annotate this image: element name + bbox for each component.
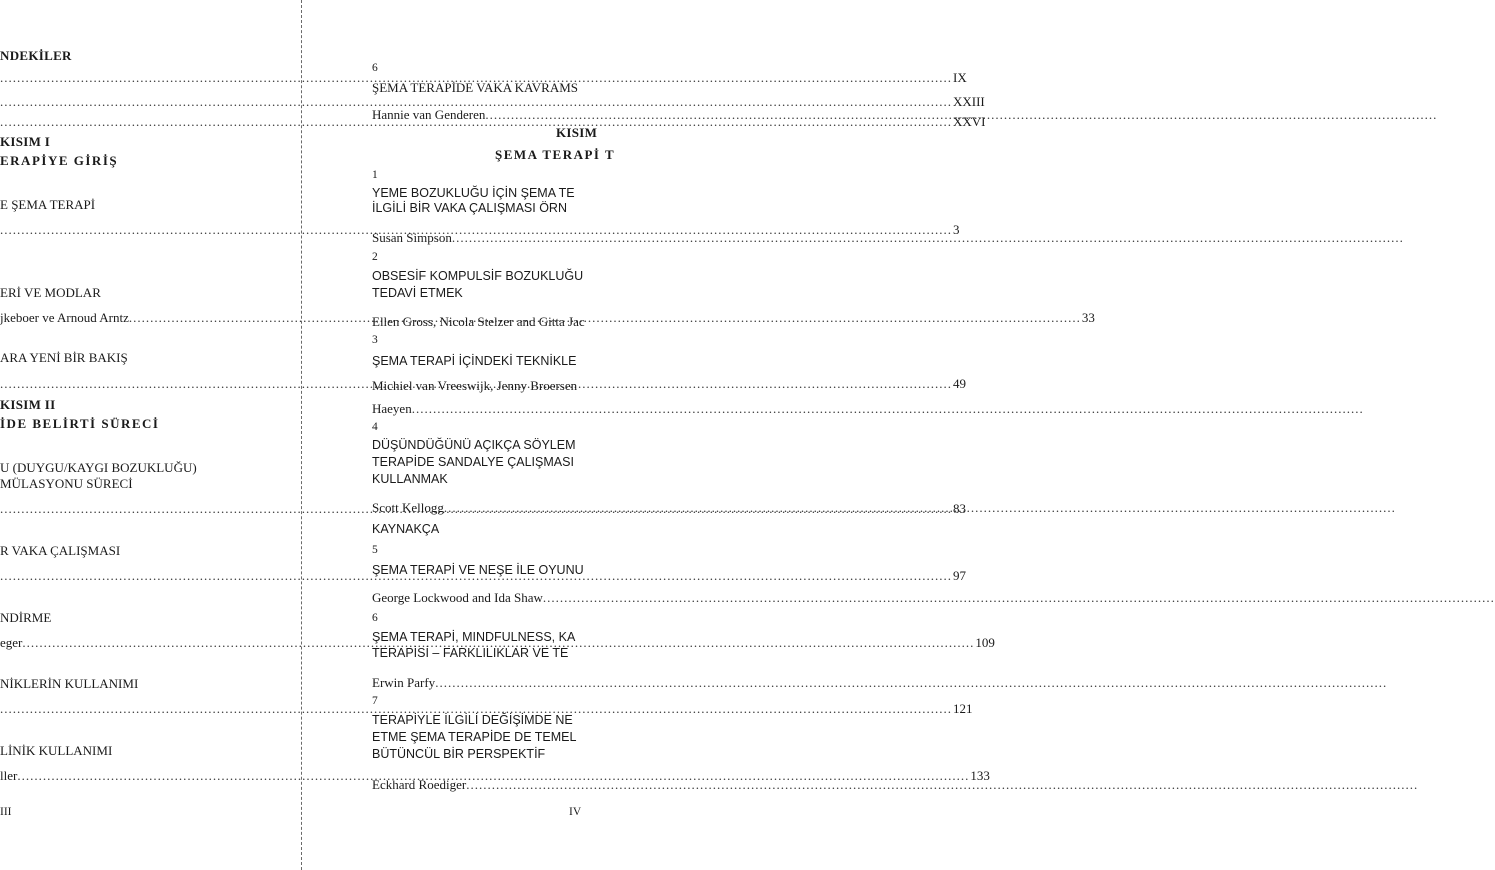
toc-entry <box>372 107 612 122</box>
toc-entry <box>372 777 612 792</box>
page-number: 109 <box>975 635 995 650</box>
chapter-author: George Lockwood and Ida Shaw <box>372 590 543 605</box>
chapter-title: U (DUYGU/KAYGI BOZUKLUĞU) <box>0 460 197 475</box>
page-divider <box>301 0 302 870</box>
page-number: 121 <box>953 701 973 716</box>
toc-entry <box>0 701 973 716</box>
page-number: 83 <box>953 501 966 516</box>
chapter-author: eger <box>0 635 23 650</box>
part-title: ŞEMA TERAPİ T <box>495 147 616 162</box>
toc-entry <box>372 500 612 515</box>
chapter-author: Eckhard Roediger <box>372 777 467 792</box>
chapter-number: 2 <box>372 251 378 263</box>
page-number: 133 <box>970 768 990 783</box>
chapter-title: İLGİLİ BİR VAKA ÇALIŞMASI ÖRN <box>372 201 567 215</box>
page-number: IX <box>953 70 967 85</box>
part-label: KISIM <box>556 125 598 140</box>
chapter-author: Scott Kellogg <box>372 500 444 515</box>
chapter-author: jkeboer ve Arnoud Arntz <box>0 310 129 325</box>
chapter-title: DÜŞÜNDÜĞÜNÜ AÇIKÇA SÖYLEM <box>372 438 576 452</box>
bibliography-title: KAYNAKÇA <box>372 522 440 536</box>
chapter-title: KULLANMAK <box>372 472 448 486</box>
right-page <box>304 0 616 870</box>
chapter-author: Susan Simpson <box>372 230 452 245</box>
chapter-title: E ŞEMA TERAPİ <box>0 197 96 212</box>
chapter-title: ERİ VE MODLAR <box>0 285 101 300</box>
chapter-title: OBSESİF KOMPULSİF BOZUKLUĞU <box>372 269 584 283</box>
part-label: KISIM I <box>0 134 51 149</box>
toc-entry <box>0 222 960 237</box>
chapter-title: R VAKA ÇALIŞMASI <box>0 543 121 558</box>
toc-entry <box>0 70 967 85</box>
chapter-author: Haeyen <box>372 401 412 416</box>
chapter-author: ller <box>0 768 18 783</box>
chapter-number: 4 <box>372 421 378 433</box>
chapter-title: MÜLASYONU SÜRECİ <box>0 476 133 491</box>
chapter-title: ARA YENİ BİR BAKIŞ <box>0 350 128 365</box>
chapter-number: 5 <box>372 544 378 556</box>
page-number: XXIII <box>953 94 985 109</box>
chapter-title: ŞEMA TERAPİDE VAKA KAVRAMS <box>372 80 579 95</box>
page-number: 97 <box>953 568 966 583</box>
page-folio: IV <box>569 806 582 818</box>
toc-entry <box>372 230 612 245</box>
toc-entry <box>0 94 985 109</box>
chapter-title: LİNİK KULLANIMI <box>0 743 113 758</box>
chapter-title: ŞEMA TERAPİ İÇİNDEKİ TEKNİKLE <box>372 354 577 368</box>
toc-entry <box>0 768 990 783</box>
chapter-title: ŞEMA TERAPİ VE NEŞE İLE OYUNU <box>372 563 584 577</box>
toc-entry <box>372 590 612 605</box>
part-title: ERAPİYE GİRİŞ <box>0 153 119 168</box>
chapter-title: TEDAVİ ETMEK <box>372 286 463 300</box>
chapter-title: BÜTÜNCÜL BİR PERSPEKTİF <box>372 747 546 761</box>
page-number: 33 <box>1081 310 1095 325</box>
toc-entry <box>372 401 612 416</box>
chapter-number: 3 <box>372 334 378 346</box>
chapter-author: Hannie van Genderen <box>372 107 486 122</box>
chapter-title: NDİRME <box>0 610 52 625</box>
chapter-author: Erwin Parfy <box>372 675 436 690</box>
part-label: KISIM II <box>0 397 56 412</box>
page-number: 49 <box>953 376 966 391</box>
page-folio: III <box>0 806 12 818</box>
chapter-number: 6 <box>372 612 378 624</box>
toc-heading: NDEKİLER <box>0 48 72 63</box>
page-number: 3 <box>953 222 960 237</box>
chapter-title: TERAPİYLE İLGİLİ DEĞİŞİMDE NE <box>372 713 573 727</box>
chapter-title: TERAPİSİ – FARKLILIKLAR VE TE <box>372 646 569 660</box>
toc-entry <box>372 675 612 690</box>
chapter-author: Michiel van Vreeswijk, Jenny Broersen <box>372 378 578 393</box>
chapter-title: ŞEMA TERAPİ, MINDFULNESS, KA <box>372 630 576 644</box>
part-title: İDE BELİRTİ SÜRECİ <box>0 416 160 431</box>
chapter-number: 6 <box>372 62 378 74</box>
chapter-number: 7 <box>372 695 378 707</box>
page-number: XXVI <box>953 114 986 129</box>
chapter-author: Ellen Gross, Nicola Stelzer and Gitta Jac <box>372 314 585 329</box>
chapter-title: ETME ŞEMA TERAPİDE DE TEMEL <box>372 730 577 744</box>
chapter-title: YEME BOZUKLUĞU İÇİN ŞEMA TE <box>372 186 575 200</box>
chapter-number: 1 <box>372 169 378 181</box>
chapter-title: NİKLERİN KULLANIMI <box>0 676 139 691</box>
chapter-title: TERAPİDE SANDALYE ÇALIŞMASI <box>372 455 574 469</box>
